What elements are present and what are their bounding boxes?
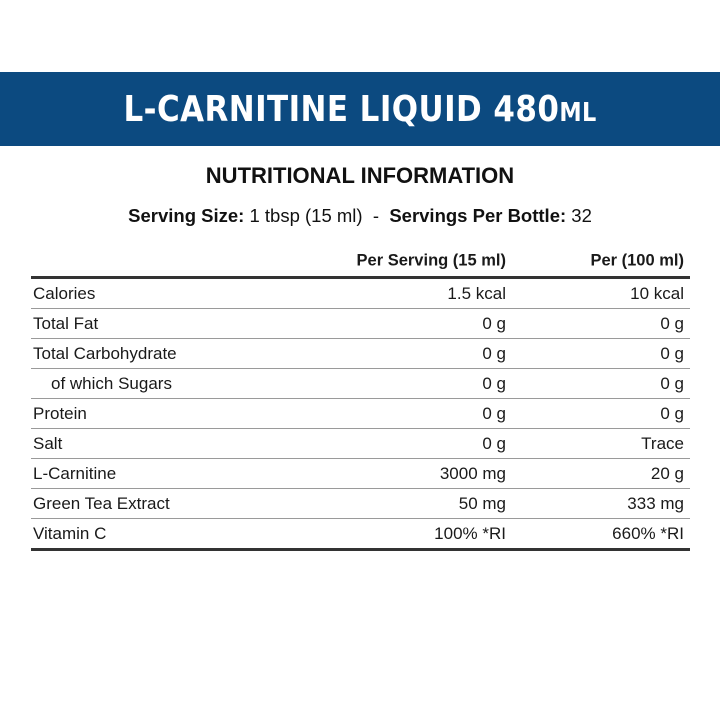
row-per-100ml: Trace — [641, 433, 684, 453]
nutritional-information-heading: NUTRITIONAL INFORMATION — [205, 163, 515, 188]
row-per-100ml: 20 g — [650, 463, 684, 483]
servings-per-bottle-label: Servings Per Bottle: — [389, 205, 567, 226]
row-name: Green Tea Extract — [33, 493, 170, 513]
row-per-serving: 50 mg — [458, 493, 506, 513]
row-name: Total Fat — [33, 313, 99, 333]
serving-size-label: Serving Size: — [128, 205, 245, 226]
header-per-serving: Per Serving (15 ml) — [356, 251, 506, 270]
table-header-row — [31, 246, 690, 279]
table-row — [31, 309, 690, 339]
table-row — [31, 429, 690, 459]
row-name: of which Sugars — [51, 373, 172, 393]
product-banner — [0, 72, 720, 146]
row-per-100ml: 10 kcal — [630, 283, 684, 303]
table-row — [31, 339, 690, 369]
row-per-serving: 100% *RI — [434, 523, 506, 543]
row-name: Vitamin C — [33, 523, 107, 543]
row-per-100ml: 333 mg — [627, 493, 684, 513]
serving-separator: - — [372, 205, 380, 226]
row-per-serving: 0 g — [482, 373, 506, 393]
header-per-100ml: Per (100 ml) — [590, 251, 684, 270]
row-per-serving: 0 g — [482, 433, 506, 453]
row-name: Salt — [33, 433, 63, 453]
servings-per-bottle-value: 32 — [571, 205, 592, 226]
table-row — [31, 279, 690, 309]
product-title-unit: ML — [559, 97, 597, 128]
row-per-serving: 1.5 kcal — [447, 283, 506, 303]
row-name: Calories — [33, 283, 96, 303]
table-row — [31, 369, 690, 399]
row-per-serving: 0 g — [482, 343, 506, 363]
table-row — [31, 489, 690, 519]
table-row — [31, 399, 690, 429]
row-per-serving: 0 g — [482, 313, 506, 333]
row-name: L-Carnitine — [33, 463, 117, 483]
nutrition-table — [31, 246, 690, 551]
row-per-100ml: 0 g — [660, 313, 684, 333]
product-title-text: L-CARNITINE LIQUID 480 — [123, 88, 560, 130]
serving-size-value: 1 tbsp (15 ml) — [249, 205, 363, 226]
table-row — [31, 519, 690, 551]
row-per-serving: 3000 mg — [439, 463, 506, 483]
row-per-100ml: 660% *RI — [612, 523, 684, 543]
product-title — [123, 89, 596, 130]
row-per-serving: 0 g — [482, 403, 506, 423]
row-per-100ml: 0 g — [660, 373, 684, 393]
row-name: Protein — [33, 403, 87, 423]
serving-info — [0, 205, 720, 227]
row-per-100ml: 0 g — [660, 403, 684, 423]
table-row — [31, 459, 690, 489]
row-per-100ml: 0 g — [660, 343, 684, 363]
row-name: Total Carbohydrate — [33, 343, 177, 363]
